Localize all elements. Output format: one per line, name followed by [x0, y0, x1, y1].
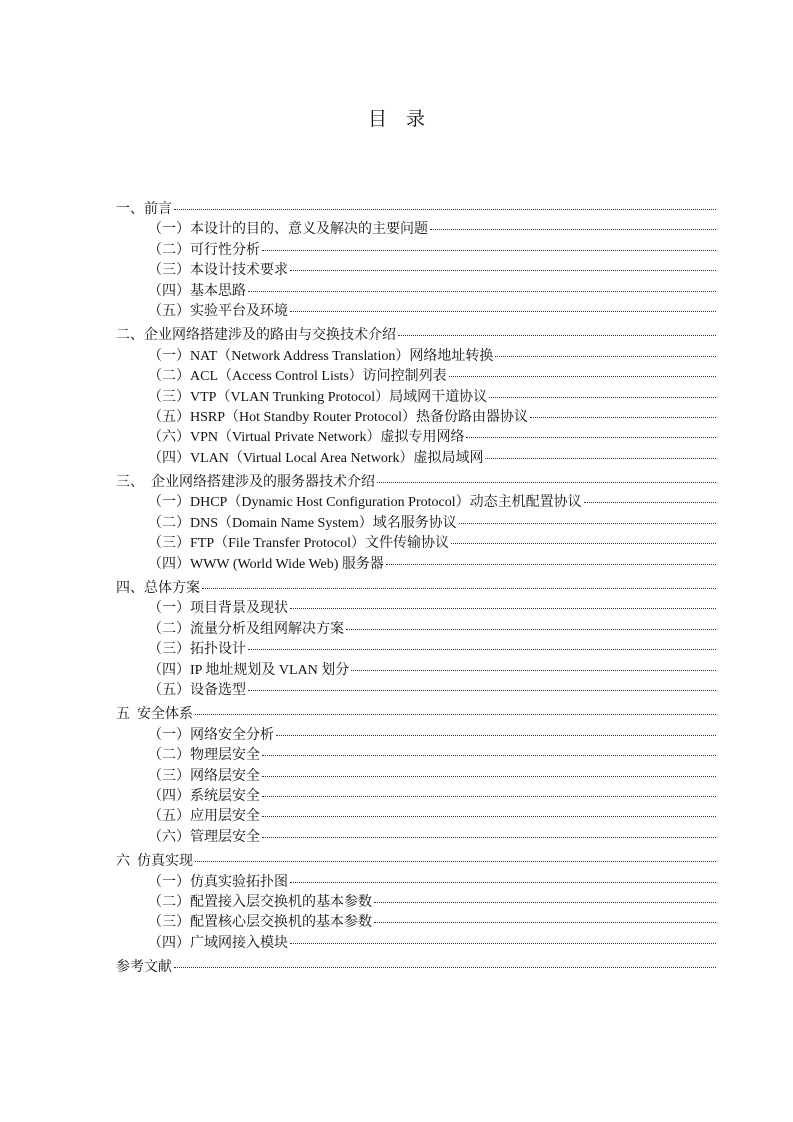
dot-leader [530, 416, 716, 418]
toc-section-entry[interactable] [116, 705, 716, 725]
toc-subsection-entry[interactable] [116, 934, 716, 954]
toc-subsection-entry[interactable] [116, 388, 716, 408]
dot-leader [276, 734, 716, 736]
toc-subsection-entry[interactable] [116, 347, 716, 367]
toc-entry-text: （二）可行性分析 [148, 242, 260, 258]
toc-subsection-entry[interactable] [116, 726, 716, 746]
toc-subsection-entry[interactable] [116, 661, 716, 681]
dot-leader [248, 648, 716, 650]
toc-entry-text: 六 仿真实现 [116, 854, 193, 870]
dot-leader [290, 607, 716, 609]
page-title: 目 录 [367, 109, 425, 130]
dot-leader [290, 881, 716, 883]
toc-subsection-entry[interactable] [116, 787, 716, 807]
toc-entry-text: （六）管理层安全 [148, 829, 260, 845]
toc-entry-text: （一）本设计的目的、意义及解决的主要问题 [148, 222, 428, 238]
toc-entry-text: （三）拓扑设计 [148, 642, 246, 658]
toc-subsection-entry[interactable] [116, 241, 716, 261]
toc-entry-text: 二、企业网络搭建涉及的路由与交换技术介绍 [116, 328, 396, 344]
toc-entry-text: （六）VPN（Virtual Private Network）虚拟专用网络 [148, 430, 465, 446]
dot-leader [174, 208, 716, 210]
toc-section-entry[interactable] [116, 200, 716, 220]
toc-entry-text: （三）FTP（File Transfer Protocol）文件传输协议 [148, 536, 450, 552]
dot-leader [290, 310, 716, 312]
toc-subsection-entry[interactable] [116, 640, 716, 660]
toc-subsection-entry[interactable] [116, 302, 716, 322]
toc-subsection-entry[interactable] [116, 514, 716, 534]
dot-leader [351, 669, 716, 671]
dot-leader [248, 290, 716, 292]
toc-entry-text: （五）应用层安全 [148, 809, 260, 825]
toc-subsection-entry[interactable] [116, 428, 716, 448]
dot-leader [489, 396, 716, 398]
dot-leader [202, 587, 716, 589]
toc-entry-text: （三）本设计技术要求 [148, 263, 288, 279]
dot-leader [248, 689, 716, 691]
dot-leader [449, 375, 716, 377]
toc-subsection-entry[interactable] [116, 620, 716, 640]
toc-entry-text: （一）DHCP（Dynamic Host Configuration Protocol）动态主机配置协议 [148, 495, 582, 511]
toc-subsection-entry[interactable] [116, 807, 716, 827]
toc-entry-text: （二）物理层安全 [148, 748, 260, 764]
toc-subsection-entry[interactable] [116, 534, 716, 554]
dot-leader [451, 542, 716, 544]
toc-entry-text: （四）IP 地址规划及 VLAN 划分 [148, 662, 350, 678]
dot-leader [466, 436, 716, 438]
toc-entry-text: （二）DNS（Domain Name System）域名服务协议 [148, 515, 457, 531]
toc-entry-text: （五）设备选型 [148, 682, 246, 698]
dot-leader [374, 901, 716, 903]
toc-subsection-entry[interactable] [116, 767, 716, 787]
dot-leader [374, 921, 716, 923]
toc-subsection-entry[interactable] [116, 828, 716, 848]
toc-entry-text: （一）NAT（Network Address Translation）网络地址转换 [148, 348, 494, 364]
dot-leader [430, 228, 716, 230]
dot-leader [290, 269, 716, 271]
toc-entry-text: 参考文献 [116, 960, 172, 976]
toc-subsection-entry[interactable] [116, 746, 716, 766]
toc-entry-text: （二）ACL（Access Control Lists）访问控制列表 [148, 369, 447, 385]
toc-entry-text: （五）HSRP（Hot Standby Router Protocol）热备份路由器协议 [148, 409, 528, 425]
toc-entry-text: （一）仿真实验拓扑图 [148, 874, 288, 890]
toc-entry-text: （三）配置核心层交换机的基本参数 [148, 915, 372, 931]
toc-subsection-entry[interactable] [116, 367, 716, 387]
toc-entry-text: （三）VTP（VLAN Trunking Protocol）局域网干道协议 [148, 389, 488, 405]
toc-entry-text: 一、前言 [116, 202, 172, 217]
dot-leader [290, 942, 716, 944]
dot-leader [485, 457, 716, 459]
dot-leader [386, 563, 716, 565]
toc-section-entry[interactable] [116, 473, 716, 493]
toc-section-entry[interactable] [116, 579, 716, 599]
toc-entry-text: （五）实验平台及环境 [148, 303, 288, 319]
dot-leader [174, 966, 716, 968]
toc-subsection-entry[interactable] [116, 555, 716, 575]
toc-entry-text: （一）网络安全分析 [148, 727, 274, 743]
toc-subsection-entry[interactable] [116, 282, 716, 302]
dot-leader [346, 628, 716, 630]
dot-leader [377, 481, 716, 483]
dot-leader [459, 522, 716, 524]
toc-entry-text: （四）WWW (World Wide Web) 服务器 [148, 556, 384, 572]
toc-subsection-entry[interactable] [116, 599, 716, 619]
toc-subsection-entry[interactable] [116, 893, 716, 913]
toc-entry-text: （四）基本思路 [148, 283, 246, 299]
dot-leader [398, 334, 716, 336]
toc-subsection-entry[interactable] [116, 493, 716, 513]
table-of-contents [116, 200, 716, 978]
toc-subsection-entry[interactable] [116, 408, 716, 428]
dot-leader [195, 860, 716, 862]
toc-entry-text: （三）网络层安全 [148, 768, 260, 784]
toc-entry-text: （一）项目背景及现状 [148, 601, 288, 617]
toc-section-entry[interactable] [116, 326, 716, 346]
toc-subsection-entry[interactable] [116, 261, 716, 281]
toc-entry-text: （二）配置接入层交换机的基本参数 [148, 894, 372, 910]
toc-entry-text: 三、 企业网络搭建涉及的服务器技术介绍 [116, 475, 375, 491]
dot-leader [262, 249, 716, 251]
toc-entry-text: （四）广域网接入模块 [148, 935, 288, 951]
toc-subsection-entry[interactable] [116, 220, 716, 240]
toc-subsection-entry[interactable] [116, 873, 716, 893]
toc-section-entry[interactable] [116, 852, 716, 872]
toc-subsection-entry[interactable] [116, 681, 716, 701]
dot-leader [195, 713, 716, 715]
dot-leader [495, 355, 716, 357]
toc-entry-text: （四）VLAN（Virtual Local Area Network）虚拟局域网 [148, 450, 484, 466]
dot-leader [262, 795, 716, 797]
dot-leader [262, 815, 716, 817]
toc-entry-text: 四、总体方案 [116, 581, 200, 597]
toc-section-entry[interactable] [116, 958, 716, 978]
toc-subsection-entry[interactable] [116, 449, 716, 469]
toc-entry-text: （四）系统层安全 [148, 788, 260, 804]
toc-entry-text: （二）流量分析及组网解决方案 [148, 621, 344, 637]
toc-entry-text: 五 安全体系 [116, 707, 193, 723]
dot-leader [262, 775, 716, 777]
dot-leader [262, 754, 716, 756]
dot-leader [584, 501, 716, 503]
toc-subsection-entry[interactable] [116, 913, 716, 933]
dot-leader [262, 836, 716, 838]
